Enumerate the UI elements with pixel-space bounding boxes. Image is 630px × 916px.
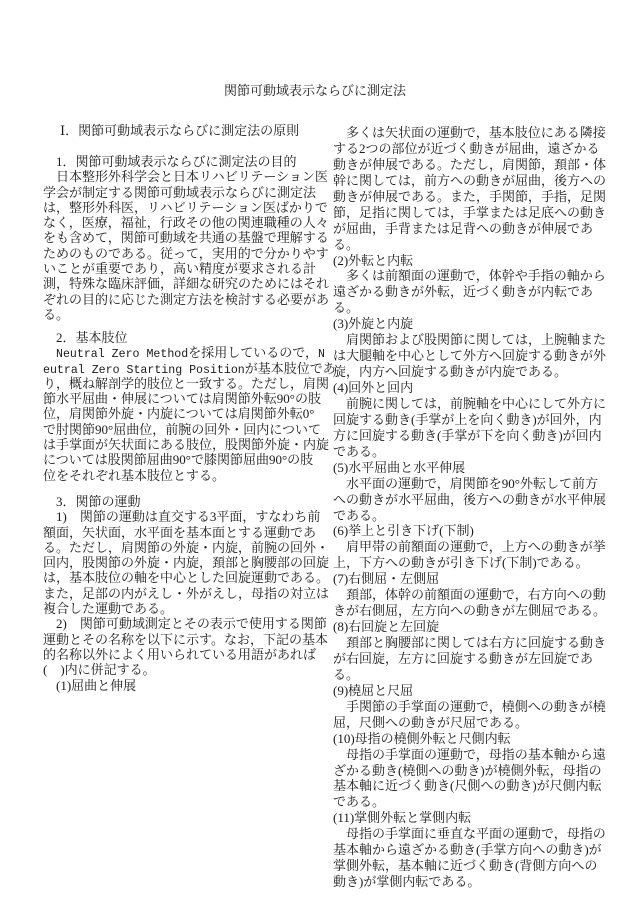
text-line: (11)掌側外転と掌側内転 [333,810,472,826]
text-line: る。ただし，肩関節の外旋・内旋，前腕の回外・ [43,539,330,555]
text-line: 1) 関節の運動は直交する3平面，すなわち前 [43,509,321,525]
text-line: 多くは前額面の運動で，体幹や手指の軸から [333,268,606,284]
text-line: (8)右回旋と左回旋 [333,619,440,635]
text-line: 方に回旋する動き(手掌が下を向く動き)が回内 [333,427,602,443]
text-line: は，基本肢位の軸を中心とした回旋運動である。 [43,570,330,586]
section-joint-motion [43,494,330,693]
text-line: をも含めて，関節可動域を共通の基盤で理解する [43,230,329,246]
text-line: 手関節の手掌面の運動で，橈側への動きが橈 [333,698,606,714]
text-line: 上，下方への動きが引き下げ(下制)である。 [333,555,589,571]
text-line: 幹に関しては，前方への動きが屈曲，後方への [333,172,607,188]
text-line: 複合した運動である。 [43,601,174,617]
text-line: 回旋する動き(手掌が上を向く動き)が回外，内 [333,411,602,427]
text-line: (9)橈屈と尺屈 [333,682,414,698]
motion-definitions [333,125,613,890]
text-line: である。 [333,794,386,810]
text-line: 母指の手掌面の運動で，母指の基本軸から遠 [333,746,606,762]
text-line: 基本軸から遠ざかる動き(手掌方向への動き)が [333,842,602,858]
text-line: 動きが伸展である。ただし，肩関節，頚部・体 [333,156,607,172]
text-line: は大腿軸を中心として外方へ回旋する動きが外 [333,348,607,364]
text-line: 学会が制定する関節可動域表示ならびに測定法 [43,184,317,200]
text-line: が屈曲，手背または足背への動きが伸展であ [333,220,594,236]
text-line: 肩関節および股関節に関しては，上腕軸また [333,332,607,348]
text-line: 回内，股関節の外旋・内旋，頚部と胸腰部の回旋 [43,555,330,571]
text-line: 多くは矢状面の運動で，基本肢位にある隣接 [333,125,606,140]
text-line: 動きが伸展である。また，手関節，手指，足関 [333,188,607,204]
text-line: 日本整形外科学会と日本リハビリテーション医 [43,169,328,185]
text-line: (10)母指の橈側外転と尺側内転 [333,730,511,746]
text-line: (7)右側屈・左側屈 [333,571,440,587]
text-line: なく，医療，福祉，行政その他の関連職種の人々 [43,215,329,231]
text-line: 動き)が掌側内転である。 [333,874,481,890]
text-line: 基本軸に近づく動き(尺側への動き)が尺側内転 [333,778,602,794]
text-line: 頚部と胸腰部に関しては右方に回旋する動き [333,635,607,650]
text-line: 位，肩関節外旋・内旋については肩関節外転0° [43,406,315,422]
text-line: 的名称以外によく用いられている用語があれば [43,646,317,662]
text-line: は手掌面が矢状面にある肢位，股関節外旋・内旋 [43,437,330,453]
section-heading-text: Ⅰ．関節可動域表示ならびに測定法の原則 [60,123,300,138]
text-line: いことが重要であり，高い精度が要求される計 [43,261,317,277]
text-line: 運動とその名称を以下に示す。なお，下記の基本 [43,631,328,647]
text-line: る。 [333,666,360,682]
text-line: る。 [333,300,360,316]
text-line: 屈，尺側への動きが尺屈である。 [333,714,529,730]
text-line: Neutral Zero Methodを採用しているので，N [56,345,325,362]
text-line: ざかる動き(橈側への動き)が橈側外転，母指の [333,762,602,778]
section-basic-position [43,330,336,483]
text-line: については股関節屈曲90°で膝関節屈曲90°の肢 [43,452,314,468]
text-line: (5)水平屈曲と水平伸展 [333,459,466,475]
text-line: 位をそれぞれ基本肢位とする。 [43,467,226,483]
text-line: ぞれの目的に応じた測定方法を検討する必要があ [43,291,330,307]
text-line: る。 [333,236,360,252]
text-line: は，整形外科医，リハビリテーション医ばかりで [43,199,328,215]
text-line: 1．関節可動域表示ならびに測定法の目的 [43,154,297,169]
section-purpose [43,154,330,322]
text-line: (4)回外と回内 [333,380,414,395]
text-line: (2)外転と内転 [333,252,414,268]
text-line: である。 [333,443,386,459]
section-heading [60,123,340,138]
text-line: り，概ね解剖学的肢位と一致する。ただし，肩関 [43,375,330,391]
text-line: への動きが水平屈曲，後方への動きが水平伸展 [333,491,607,507]
text-line: 額面，矢状面，水平面を基本面とする運動であ [43,524,317,540]
text-line: する2つの部位が近づく動きが屈曲，遠ざかる [333,140,600,156]
text-line: 節，足指に関しては，手掌または足底への動き [333,204,607,220]
text-line: 2．基本肢位 [43,330,128,345]
text-line: で肘関節90°屈曲位，前腕の回外・回内について [43,421,321,437]
page-title: 関節可動域表示ならびに測定法 [223,83,406,98]
text-line: 2) 関節可動域測定とその表示で使用する関節 [43,616,327,632]
text-line: である。 [333,507,386,523]
text-line: 遠ざかる動きが外転，近づく動きが内転であ [333,284,594,300]
text-line: 測，特殊な臨床評価，詳細な研究のためにはそれ [43,276,330,292]
text-line: 3．関節の運動 [43,494,141,509]
text-line: る。 [43,306,70,322]
text-line: 母指の手掌面に垂直な平面の運動で，母指の [333,826,606,842]
text-line: きが右側屈，左方向への動きが左側屈である。 [333,603,607,619]
text-line: 旋，内方へ回旋する動きが内旋である。 [333,364,568,380]
text-line: ( )内に併記する。 [43,662,156,678]
text-line: ためのものである。従って，実用的で分かりやす [43,245,329,261]
text-line: 水平面の運動で，肩関節を90°外転して前方 [333,475,598,491]
text-line: 節水平屈曲・伸展については肩関節外転90°の肢 [43,391,321,407]
text-line: 前腕に関しては，前腕軸を中心にして外方に [333,395,607,411]
text-line: が右回旋，左方に回旋する動きが左回旋であ [333,650,594,666]
text-line: 頚部，体幹の前額面の運動で，右方向への動 [333,587,606,603]
text-line: 掌側外転，基本軸に近づく動き(背側方向への [333,858,598,874]
text-line: eutral Zero Starting Positionが基本肢位であ [43,360,336,377]
text-line: また，足部の内がえし・外がえし，母指の対立は [43,585,330,601]
text-line: 肩甲帯の前額面の運動で，上方への動きが挙 [333,539,606,555]
text-line: (1)屈曲と伸展 [43,677,137,693]
text-line: (6)挙上と引き下げ(下制) [333,523,474,539]
text-line: (3)外旋と内旋 [333,316,414,332]
